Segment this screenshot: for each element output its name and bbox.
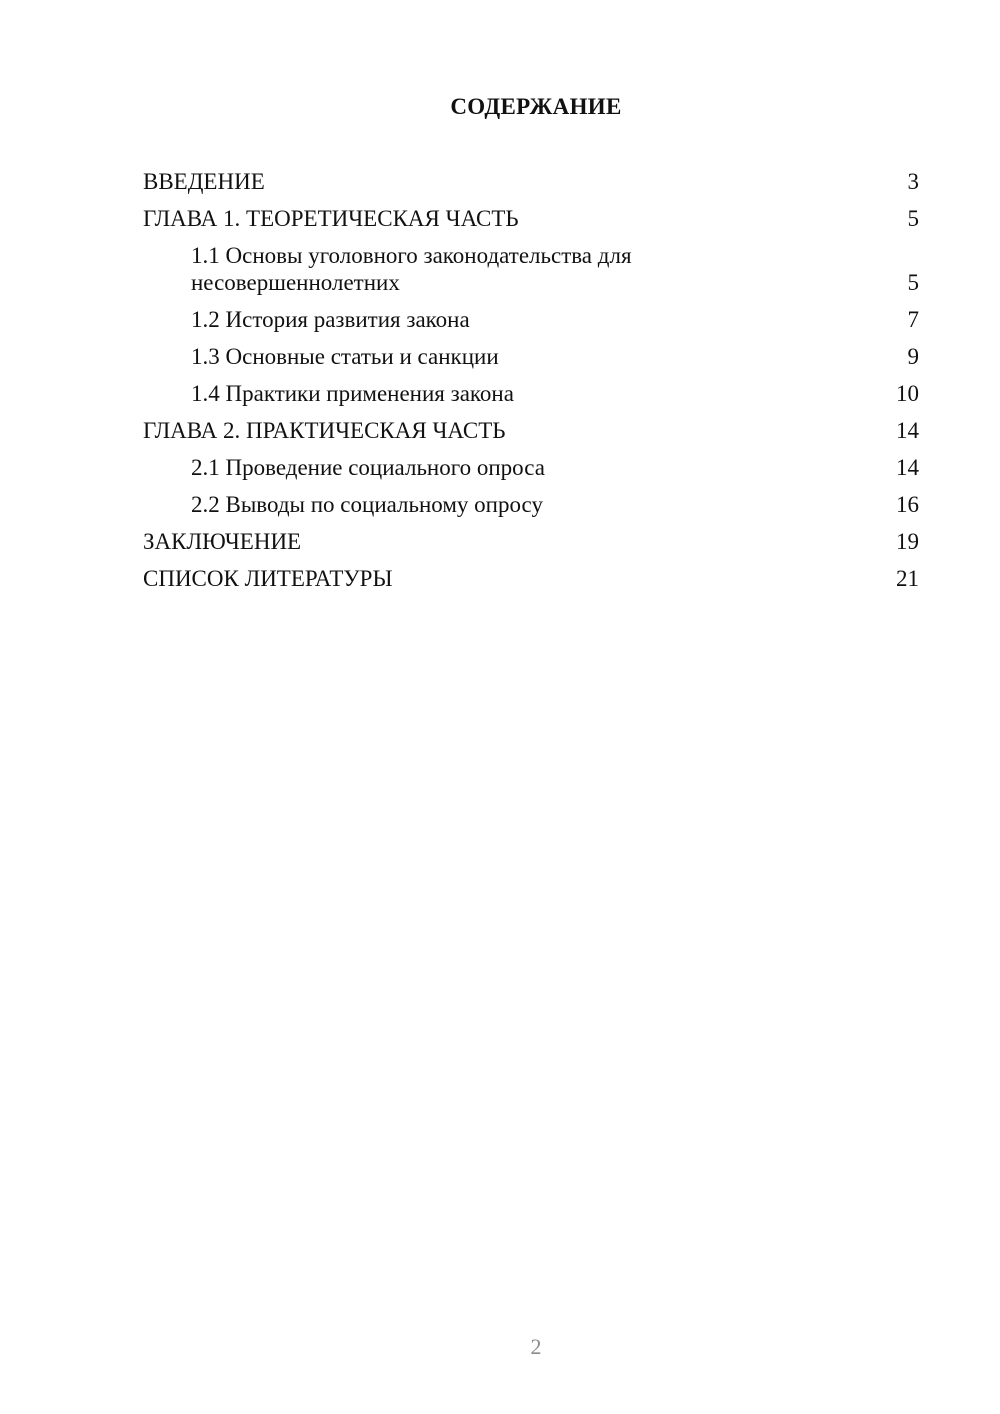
toc-entry-label: 1.4 Практики применения закона <box>191 381 514 406</box>
toc-entry-section-2-1 <box>143 454 919 481</box>
toc-entry-page: 14 <box>896 455 919 480</box>
toc-entry-introduction <box>143 168 919 195</box>
toc-entry-label: ГЛАВА 1. ТЕОРЕТИЧЕСКАЯ ЧАСТЬ <box>143 206 519 231</box>
toc-entry-label: 1.2 История развития закона <box>191 307 470 332</box>
toc-entry-chapter-2 <box>143 417 919 444</box>
table-of-contents <box>143 168 919 602</box>
toc-entry-label: ГЛАВА 2. ПРАКТИЧЕСКАЯ ЧАСТЬ <box>143 418 506 443</box>
toc-entry-conclusion <box>143 528 919 555</box>
toc-entry-page: 9 <box>907 344 919 369</box>
toc-entry-label: 2.2 Выводы по социальному опросу <box>191 492 543 517</box>
toc-entry-page: 19 <box>896 529 919 554</box>
toc-entry-bibliography <box>143 565 919 592</box>
toc-entry-section-1-2 <box>143 306 919 333</box>
toc-entry-page: 21 <box>896 566 919 591</box>
document-title: СОДЕРЖАНИЕ <box>450 94 622 119</box>
toc-entry-label: 1.3 Основные статьи и санкции <box>191 344 499 369</box>
toc-entry-page: 5 <box>907 206 919 231</box>
toc-entry-page: 10 <box>896 381 919 406</box>
toc-entry-label: ВВЕДЕНИЕ <box>143 169 265 194</box>
toc-entry-label: 1.1 Основы уголовного законодательства для несовершеннолетних <box>191 243 632 295</box>
toc-entry-chapter-1 <box>143 205 919 232</box>
toc-entry-page: 5 <box>907 270 919 295</box>
toc-entry-label: 2.1 Проведение социального опроса <box>191 455 545 480</box>
toc-entry-section-2-2 <box>143 491 919 518</box>
toc-entry-page: 3 <box>907 169 919 194</box>
toc-entry-page: 7 <box>907 307 919 332</box>
toc-entry-section-1-1 <box>143 242 919 296</box>
toc-entry-label: ЗАКЛЮЧЕНИЕ <box>143 529 302 554</box>
page-number: 2 <box>530 1334 542 1359</box>
toc-entry-page: 14 <box>896 418 919 443</box>
toc-entry-label: СПИСОК ЛИТЕРАТУРЫ <box>143 566 393 591</box>
toc-entry-section-1-3 <box>143 343 919 370</box>
toc-entry-page: 16 <box>896 492 919 517</box>
toc-entry-section-1-4 <box>143 380 919 407</box>
